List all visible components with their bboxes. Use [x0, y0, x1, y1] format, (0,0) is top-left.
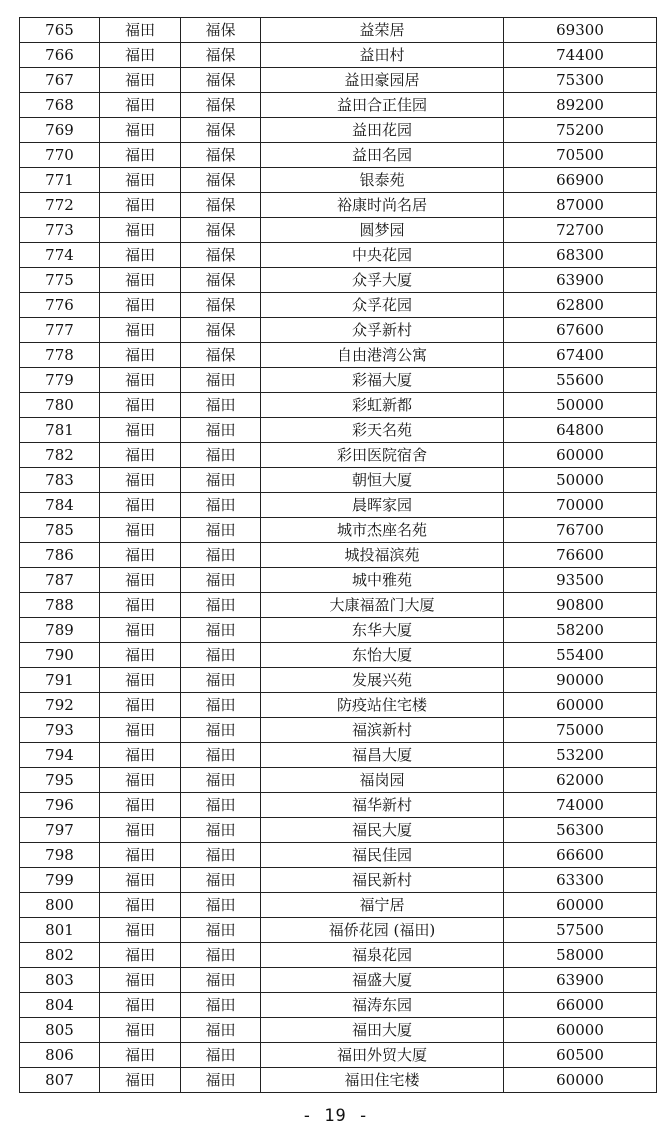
community-name-cell: 福田住宅楼: [261, 1068, 504, 1093]
price-cell: 63900: [504, 968, 657, 993]
community-name-cell: 众孚花园: [261, 293, 504, 318]
community-name-cell: 福宁居: [261, 893, 504, 918]
price-cell: 60000: [504, 1018, 657, 1043]
district-cell: 福田: [100, 143, 181, 168]
table-row: [20, 568, 657, 593]
table-row: [20, 93, 657, 118]
row-index-cell: 804: [20, 993, 100, 1018]
table-row: [20, 893, 657, 918]
community-name-cell: 大康福盈门大厦: [261, 593, 504, 618]
subdistrict-cell: 福田: [181, 493, 261, 518]
subdistrict-cell: 福保: [181, 243, 261, 268]
price-cell: 58200: [504, 618, 657, 643]
price-cell: 50000: [504, 468, 657, 493]
price-cell: 60000: [504, 1068, 657, 1093]
table-row: [20, 418, 657, 443]
table-row: [20, 43, 657, 68]
district-cell: 福田: [100, 243, 181, 268]
district-cell: 福田: [100, 543, 181, 568]
subdistrict-cell: 福田: [181, 368, 261, 393]
price-cell: 74400: [504, 43, 657, 68]
district-cell: 福田: [100, 643, 181, 668]
table-row: [20, 343, 657, 368]
subdistrict-cell: 福田: [181, 993, 261, 1018]
row-index-cell: 806: [20, 1043, 100, 1068]
district-cell: 福田: [100, 493, 181, 518]
row-index-cell: 789: [20, 618, 100, 643]
table-row: [20, 968, 657, 993]
row-index-cell: 778: [20, 343, 100, 368]
district-cell: 福田: [100, 818, 181, 843]
price-cell: 76600: [504, 543, 657, 568]
price-cell: 60000: [504, 693, 657, 718]
community-name-cell: 晨晖家园: [261, 493, 504, 518]
district-cell: 福田: [100, 68, 181, 93]
district-cell: 福田: [100, 1068, 181, 1093]
subdistrict-cell: 福田: [181, 743, 261, 768]
subdistrict-cell: 福田: [181, 918, 261, 943]
price-cell: 62800: [504, 293, 657, 318]
community-name-cell: 城中雅苑: [261, 568, 504, 593]
row-index-cell: 774: [20, 243, 100, 268]
community-name-cell: 众孚新村: [261, 318, 504, 343]
community-name-cell: 城市杰座名苑: [261, 518, 504, 543]
table-row: [20, 68, 657, 93]
district-cell: 福田: [100, 118, 181, 143]
price-cell: 58000: [504, 943, 657, 968]
subdistrict-cell: 福田: [181, 868, 261, 893]
community-name-cell: 银泰苑: [261, 168, 504, 193]
price-cell: 66000: [504, 993, 657, 1018]
table-row: [20, 643, 657, 668]
community-name-cell: 福田大厦: [261, 1018, 504, 1043]
subdistrict-cell: 福保: [181, 143, 261, 168]
community-name-cell: 益田豪园居: [261, 68, 504, 93]
price-cell: 62000: [504, 768, 657, 793]
community-name-cell: 彩虹新都: [261, 393, 504, 418]
row-index-cell: 792: [20, 693, 100, 718]
district-cell: 福田: [100, 868, 181, 893]
table-row: [20, 918, 657, 943]
row-index-cell: 767: [20, 68, 100, 93]
table-row: [20, 493, 657, 518]
row-index-cell: 784: [20, 493, 100, 518]
district-cell: 福田: [100, 593, 181, 618]
price-cell: 75000: [504, 718, 657, 743]
community-name-cell: 彩福大厦: [261, 368, 504, 393]
page-number: - 19 -: [301, 1106, 370, 1126]
row-index-cell: 785: [20, 518, 100, 543]
price-table-body: [20, 18, 657, 1093]
community-name-cell: 东华大厦: [261, 618, 504, 643]
community-name-cell: 益田名园: [261, 143, 504, 168]
table-row: [20, 618, 657, 643]
subdistrict-cell: 福田: [181, 418, 261, 443]
district-cell: 福田: [100, 968, 181, 993]
district-cell: 福田: [100, 218, 181, 243]
table-row: [20, 543, 657, 568]
price-cell: 72700: [504, 218, 657, 243]
subdistrict-cell: 福田: [181, 518, 261, 543]
community-name-cell: 福民大厦: [261, 818, 504, 843]
community-name-cell: 裕康时尚名居: [261, 193, 504, 218]
community-name-cell: 中央花园: [261, 243, 504, 268]
subdistrict-cell: 福田: [181, 543, 261, 568]
table-row: [20, 143, 657, 168]
subdistrict-cell: 福保: [181, 68, 261, 93]
row-index-cell: 777: [20, 318, 100, 343]
subdistrict-cell: 福田: [181, 468, 261, 493]
community-name-cell: 福泉花园: [261, 943, 504, 968]
district-cell: 福田: [100, 443, 181, 468]
district-cell: 福田: [100, 318, 181, 343]
row-index-cell: 782: [20, 443, 100, 468]
row-index-cell: 800: [20, 893, 100, 918]
community-name-cell: 防疫站住宅楼: [261, 693, 504, 718]
price-cell: 53200: [504, 743, 657, 768]
price-cell: 57500: [504, 918, 657, 943]
district-cell: 福田: [100, 568, 181, 593]
community-name-cell: 众孚大厦: [261, 268, 504, 293]
row-index-cell: 799: [20, 868, 100, 893]
district-cell: 福田: [100, 718, 181, 743]
price-cell: 67600: [504, 318, 657, 343]
row-index-cell: 780: [20, 393, 100, 418]
community-name-cell: 福田外贸大厦: [261, 1043, 504, 1068]
district-cell: 福田: [100, 93, 181, 118]
district-cell: 福田: [100, 418, 181, 443]
community-name-cell: 圆梦园: [261, 218, 504, 243]
price-cell: 69300: [504, 18, 657, 43]
row-index-cell: 795: [20, 768, 100, 793]
subdistrict-cell: 福保: [181, 293, 261, 318]
row-index-cell: 798: [20, 843, 100, 868]
community-name-cell: 福岗园: [261, 768, 504, 793]
price-cell: 50000: [504, 393, 657, 418]
community-name-cell: 发展兴苑: [261, 668, 504, 693]
subdistrict-cell: 福保: [181, 268, 261, 293]
district-cell: 福田: [100, 1043, 181, 1068]
price-cell: 75200: [504, 118, 657, 143]
community-name-cell: 益田合正佳园: [261, 93, 504, 118]
district-cell: 福田: [100, 793, 181, 818]
row-index-cell: 787: [20, 568, 100, 593]
table-row: [20, 993, 657, 1018]
price-cell: 66600: [504, 843, 657, 868]
table-row: [20, 1018, 657, 1043]
subdistrict-cell: 福田: [181, 843, 261, 868]
subdistrict-cell: 福保: [181, 318, 261, 343]
table-row: [20, 718, 657, 743]
table-row: [20, 268, 657, 293]
price-cell: 56300: [504, 818, 657, 843]
table-row: [20, 368, 657, 393]
subdistrict-cell: 福田: [181, 668, 261, 693]
subdistrict-cell: 福保: [181, 343, 261, 368]
row-index-cell: 807: [20, 1068, 100, 1093]
row-index-cell: 805: [20, 1018, 100, 1043]
subdistrict-cell: 福保: [181, 168, 261, 193]
community-name-cell: 东怡大厦: [261, 643, 504, 668]
subdistrict-cell: 福田: [181, 943, 261, 968]
subdistrict-cell: 福田: [181, 893, 261, 918]
district-cell: 福田: [100, 693, 181, 718]
price-cell: 67400: [504, 343, 657, 368]
table-row: [20, 843, 657, 868]
district-cell: 福田: [100, 843, 181, 868]
table-row: [20, 1068, 657, 1093]
price-cell: 70000: [504, 493, 657, 518]
subdistrict-cell: 福田: [181, 643, 261, 668]
price-cell: 68300: [504, 243, 657, 268]
table-row: [20, 243, 657, 268]
price-cell: 63300: [504, 868, 657, 893]
row-index-cell: 786: [20, 543, 100, 568]
row-index-cell: 772: [20, 193, 100, 218]
community-name-cell: 彩天名苑: [261, 418, 504, 443]
subdistrict-cell: 福田: [181, 818, 261, 843]
table-row: [20, 743, 657, 768]
row-index-cell: 783: [20, 468, 100, 493]
row-index-cell: 766: [20, 43, 100, 68]
subdistrict-cell: 福保: [181, 18, 261, 43]
table-row: [20, 518, 657, 543]
row-index-cell: 776: [20, 293, 100, 318]
subdistrict-cell: 福保: [181, 193, 261, 218]
table-row: [20, 393, 657, 418]
table-row: [20, 318, 657, 343]
district-cell: 福田: [100, 768, 181, 793]
table-row: [20, 868, 657, 893]
district-cell: 福田: [100, 618, 181, 643]
community-name-cell: 福华新村: [261, 793, 504, 818]
price-cell: 55600: [504, 368, 657, 393]
community-name-cell: 益田村: [261, 43, 504, 68]
row-index-cell: 769: [20, 118, 100, 143]
row-index-cell: 790: [20, 643, 100, 668]
district-cell: 福田: [100, 18, 181, 43]
row-index-cell: 803: [20, 968, 100, 993]
district-cell: 福田: [100, 168, 181, 193]
district-cell: 福田: [100, 368, 181, 393]
price-cell: 60000: [504, 443, 657, 468]
district-cell: 福田: [100, 668, 181, 693]
district-cell: 福田: [100, 43, 181, 68]
community-name-cell: 福滨新村: [261, 718, 504, 743]
subdistrict-cell: 福田: [181, 393, 261, 418]
price-cell: 63900: [504, 268, 657, 293]
table-row: [20, 168, 657, 193]
subdistrict-cell: 福田: [181, 593, 261, 618]
table-row: [20, 468, 657, 493]
price-cell: 60500: [504, 1043, 657, 1068]
price-table: [19, 17, 657, 1093]
price-cell: 74000: [504, 793, 657, 818]
row-index-cell: 771: [20, 168, 100, 193]
district-cell: 福田: [100, 918, 181, 943]
district-cell: 福田: [100, 1018, 181, 1043]
district-cell: 福田: [100, 743, 181, 768]
subdistrict-cell: 福田: [181, 793, 261, 818]
community-name-cell: 福侨花园 (福田): [261, 918, 504, 943]
price-cell: 87000: [504, 193, 657, 218]
subdistrict-cell: 福田: [181, 768, 261, 793]
subdistrict-cell: 福田: [181, 1068, 261, 1093]
subdistrict-cell: 福田: [181, 618, 261, 643]
subdistrict-cell: 福保: [181, 43, 261, 68]
district-cell: 福田: [100, 518, 181, 543]
row-index-cell: 788: [20, 593, 100, 618]
price-cell: 90800: [504, 593, 657, 618]
table-row: [20, 218, 657, 243]
subdistrict-cell: 福保: [181, 93, 261, 118]
community-name-cell: 福涛东园: [261, 993, 504, 1018]
price-cell: 55400: [504, 643, 657, 668]
community-name-cell: 城投福滨苑: [261, 543, 504, 568]
district-cell: 福田: [100, 468, 181, 493]
community-name-cell: 朝恒大厦: [261, 468, 504, 493]
table-row: [20, 1043, 657, 1068]
subdistrict-cell: 福保: [181, 118, 261, 143]
table-row: [20, 443, 657, 468]
row-index-cell: 770: [20, 143, 100, 168]
table-row: [20, 118, 657, 143]
district-cell: 福田: [100, 943, 181, 968]
table-row: [20, 693, 657, 718]
community-name-cell: 福民佳园: [261, 843, 504, 868]
district-cell: 福田: [100, 193, 181, 218]
price-cell: 76700: [504, 518, 657, 543]
price-cell: 66900: [504, 168, 657, 193]
price-cell: 64800: [504, 418, 657, 443]
table-row: [20, 668, 657, 693]
community-name-cell: 福盛大厦: [261, 968, 504, 993]
subdistrict-cell: 福保: [181, 218, 261, 243]
price-cell: 89200: [504, 93, 657, 118]
row-index-cell: 768: [20, 93, 100, 118]
row-index-cell: 801: [20, 918, 100, 943]
row-index-cell: 781: [20, 418, 100, 443]
community-name-cell: 彩田医院宿舍: [261, 443, 504, 468]
row-index-cell: 793: [20, 718, 100, 743]
row-index-cell: 796: [20, 793, 100, 818]
district-cell: 福田: [100, 293, 181, 318]
price-cell: 70500: [504, 143, 657, 168]
subdistrict-cell: 福田: [181, 1018, 261, 1043]
community-name-cell: 福民新村: [261, 868, 504, 893]
price-cell: 75300: [504, 68, 657, 93]
table-row: [20, 793, 657, 818]
district-cell: 福田: [100, 893, 181, 918]
price-cell: 93500: [504, 568, 657, 593]
row-index-cell: 773: [20, 218, 100, 243]
row-index-cell: 794: [20, 743, 100, 768]
row-index-cell: 775: [20, 268, 100, 293]
district-cell: 福田: [100, 393, 181, 418]
table-row: [20, 18, 657, 43]
community-name-cell: 自由港湾公寓: [261, 343, 504, 368]
price-cell: 90000: [504, 668, 657, 693]
row-index-cell: 779: [20, 368, 100, 393]
district-cell: 福田: [100, 343, 181, 368]
district-cell: 福田: [100, 993, 181, 1018]
subdistrict-cell: 福田: [181, 1043, 261, 1068]
row-index-cell: 791: [20, 668, 100, 693]
subdistrict-cell: 福田: [181, 718, 261, 743]
community-name-cell: 益田花园: [261, 118, 504, 143]
community-name-cell: 益荣居: [261, 18, 504, 43]
price-cell: 60000: [504, 893, 657, 918]
row-index-cell: 797: [20, 818, 100, 843]
subdistrict-cell: 福田: [181, 443, 261, 468]
table-row: [20, 293, 657, 318]
table-row: [20, 943, 657, 968]
district-cell: 福田: [100, 268, 181, 293]
table-row: [20, 593, 657, 618]
subdistrict-cell: 福田: [181, 568, 261, 593]
community-name-cell: 福昌大厦: [261, 743, 504, 768]
subdistrict-cell: 福田: [181, 968, 261, 993]
row-index-cell: 765: [20, 18, 100, 43]
subdistrict-cell: 福田: [181, 693, 261, 718]
table-row: [20, 818, 657, 843]
row-index-cell: 802: [20, 943, 100, 968]
table-row: [20, 193, 657, 218]
table-row: [20, 768, 657, 793]
